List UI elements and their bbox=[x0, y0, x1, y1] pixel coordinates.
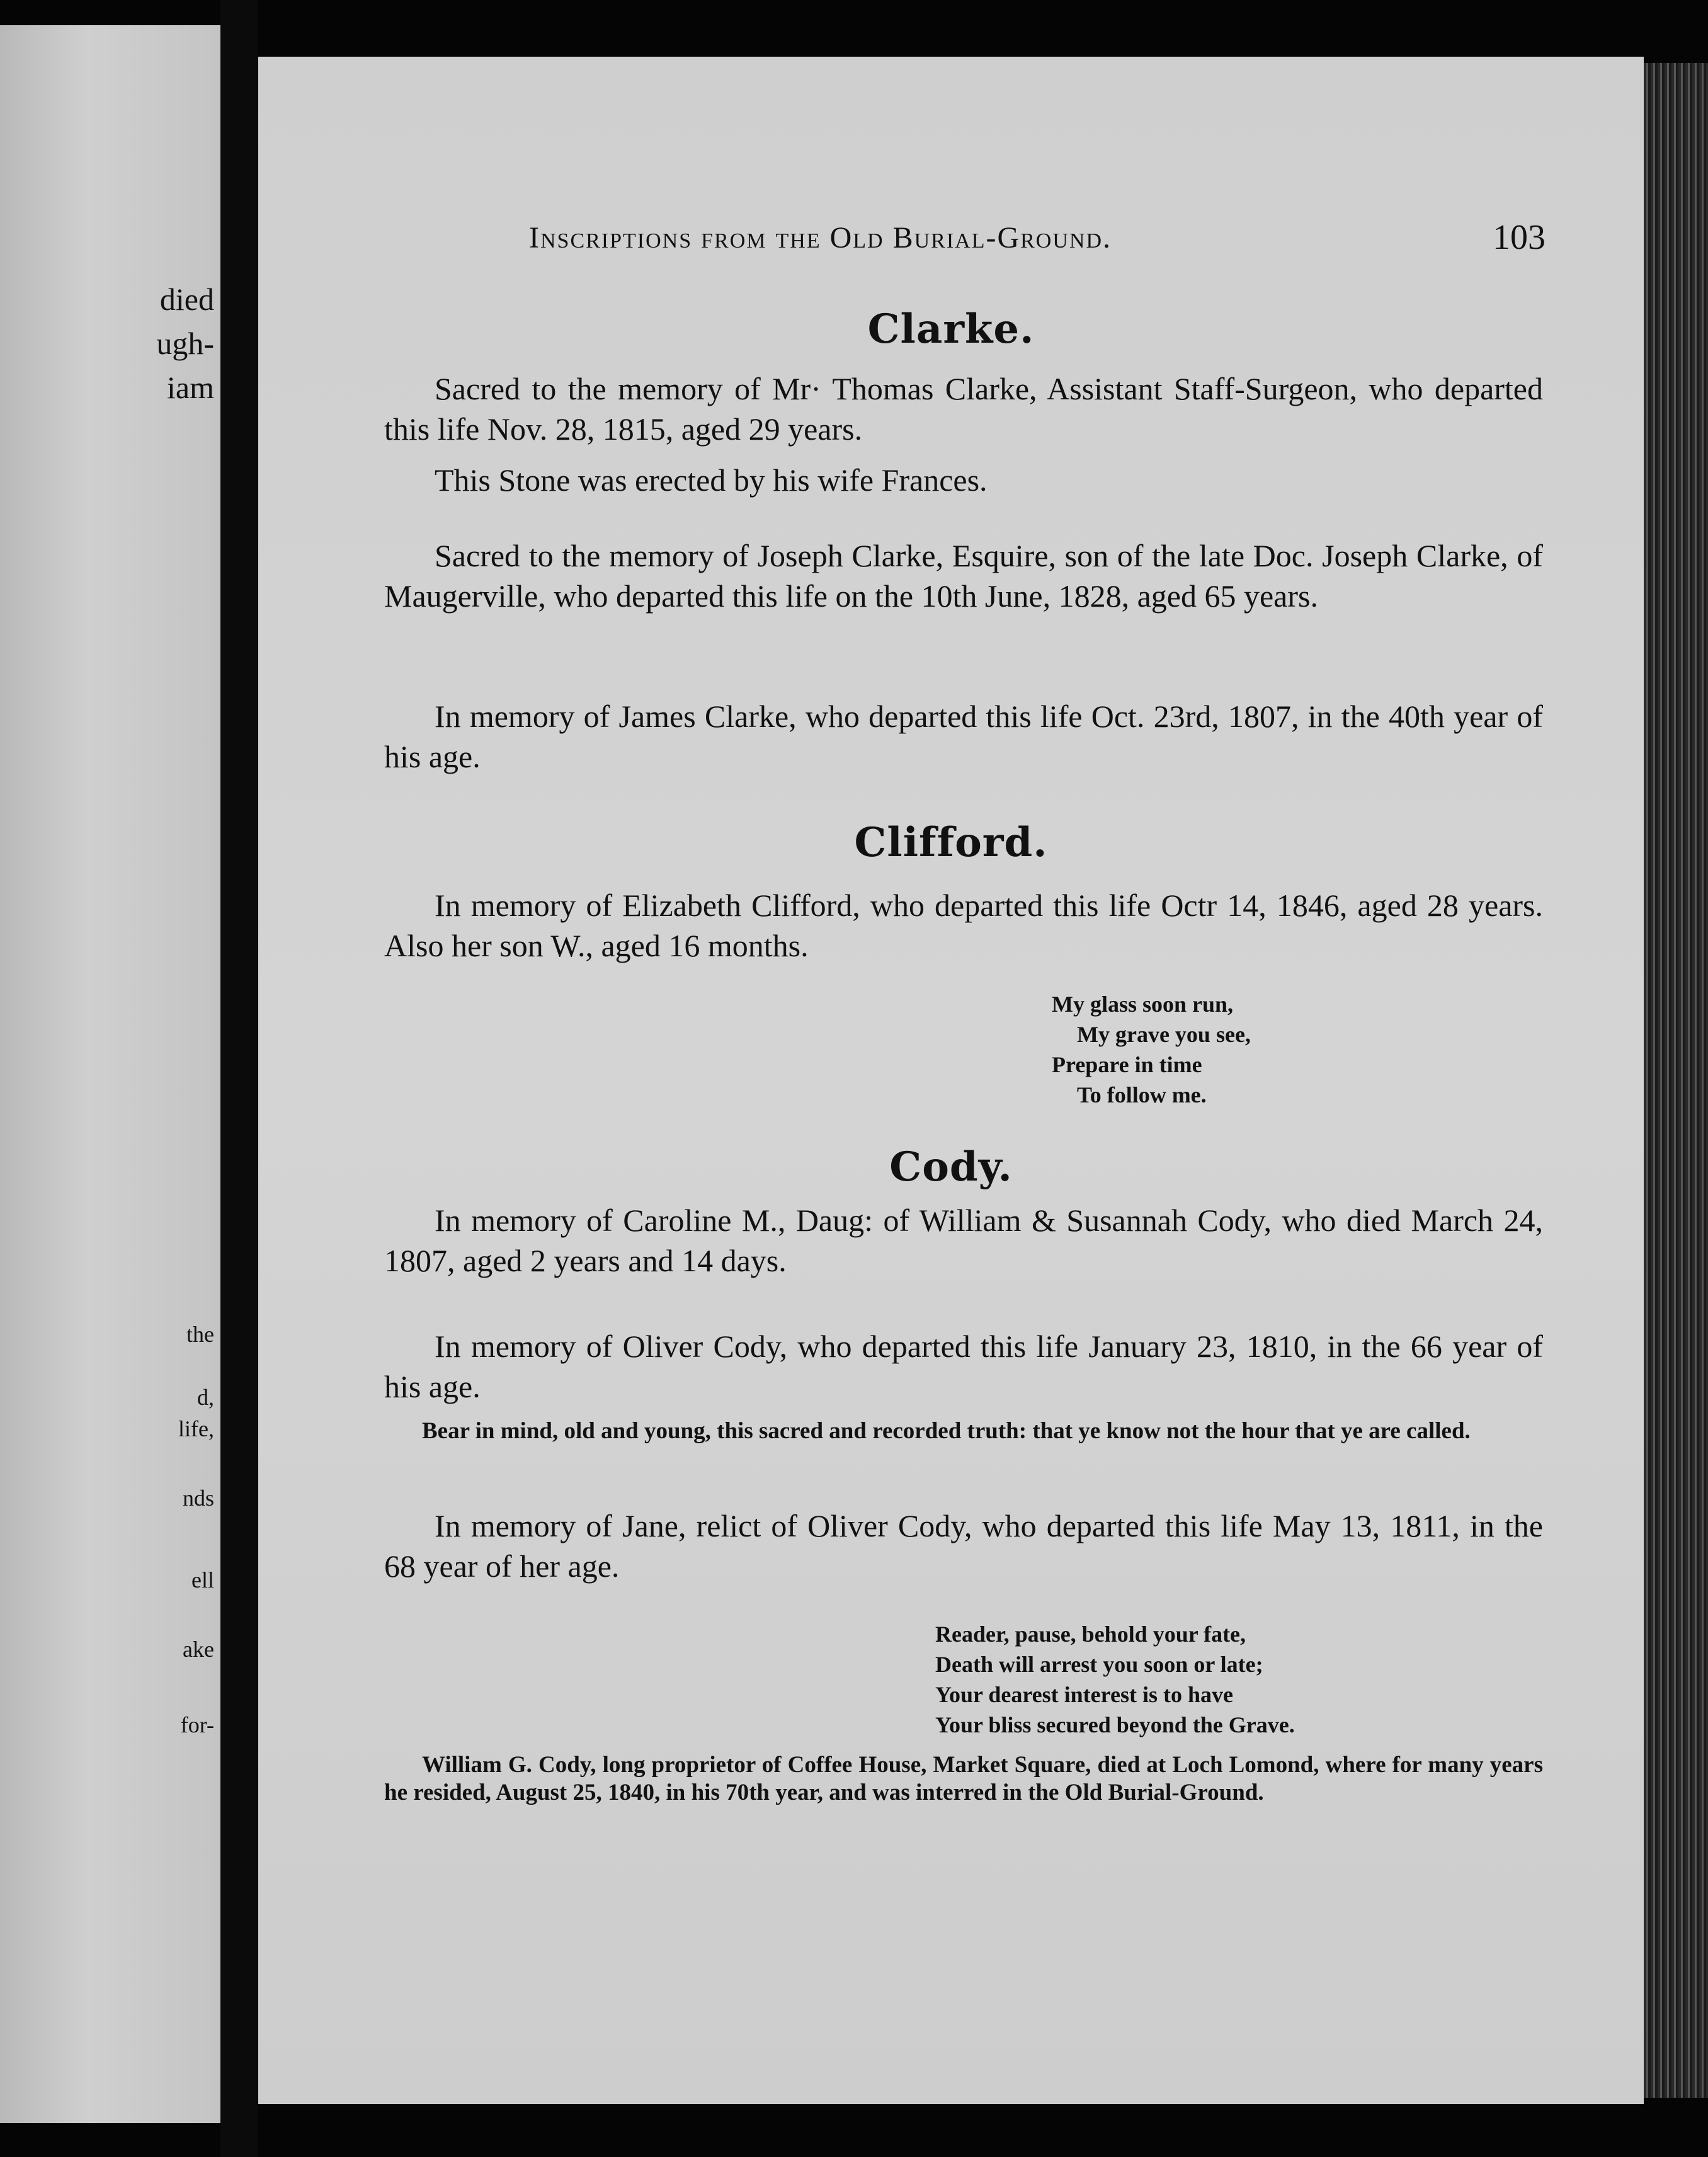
book-gutter bbox=[220, 0, 258, 2157]
section-heading-cody: Cody. bbox=[889, 1143, 1013, 1191]
left-page-text-fragment: d, bbox=[197, 1385, 214, 1410]
inscription-oliver-cody-epitaph: Bear in mind, old and young, this sacred and recorded truth: that ye know not the hour that ye are called. bbox=[422, 1418, 1471, 1444]
note-william-g-cody: William G. Cody, long proprietor of Coffee House, Market Square, died at Loch Lomond, where for many years he resided, August 25, 1840, in his 70th year, and was interred in the Old Burial-Ground. bbox=[384, 1752, 1543, 1805]
verse-line: Reader, pause, behold your fate, bbox=[935, 1622, 1246, 1647]
verse-line: Death will arrest you soon or late; bbox=[935, 1652, 1263, 1677]
inscription-oliver-cody: In memory of Oliver Cody, who departed this life January 23, 1810, in the 66 year of his age. bbox=[384, 1329, 1543, 1404]
inscription-thomas-clarke-note: This Stone was erected by his wife Frances. bbox=[435, 462, 988, 498]
inscription-thomas-clarke: Sacred to the memory of Mr· Thomas Clarke, Assistant Staff-Surgeon, who departed this life Nov. 28, 1815, aged 29 years. bbox=[384, 371, 1543, 447]
verse-line: My glass soon run, bbox=[1052, 992, 1234, 1017]
left-page-text-fragment: iam bbox=[167, 370, 214, 405]
previous-page-fragment bbox=[0, 25, 220, 2123]
verse-line: Prepare in time bbox=[1052, 1052, 1202, 1077]
verse-cody bbox=[935, 1619, 1295, 1740]
page-number: 103 bbox=[1493, 218, 1546, 257]
verse-clifford bbox=[1052, 989, 1251, 1110]
verse-line: Your dearest interest is to have bbox=[935, 1682, 1233, 1707]
left-page-text-fragment: ugh- bbox=[156, 326, 214, 361]
verse-line: My grave you see, bbox=[1077, 1022, 1251, 1047]
left-page-text-fragment: ake bbox=[183, 1637, 214, 1662]
verse-line: To follow me. bbox=[1077, 1082, 1207, 1107]
section-heading-clarke: Clarke. bbox=[867, 306, 1035, 353]
inscription-elizabeth-clifford: In memory of Elizabeth Clifford, who departed this life Octr 14, 1846, aged 28 years. Also her son W., aged 16 months. bbox=[384, 888, 1543, 963]
left-page-text-fragment: nds bbox=[182, 1485, 214, 1511]
verse-line: Your bliss secured beyond the Grave. bbox=[935, 1712, 1295, 1737]
section-heading-clifford: Clifford. bbox=[854, 819, 1048, 866]
inscription-james-clarke: In memory of James Clarke, who departed this life Oct. 23rd, 1807, in the 40th year of his age. bbox=[384, 699, 1543, 774]
left-page-text-fragment: the bbox=[186, 1322, 214, 1347]
inscription-caroline-cody: In memory of Caroline M., Daug: of William & Susannah Cody, who died March 24, 1807, aged 2 years and 14 days. bbox=[384, 1203, 1543, 1278]
left-page-text-fragment: life, bbox=[178, 1416, 214, 1441]
left-page-text-fragment: died bbox=[159, 282, 214, 317]
left-page-text-fragment: ell bbox=[191, 1567, 214, 1593]
page-103 bbox=[258, 57, 1644, 2104]
inscription-jane-cody: In memory of Jane, relict of Oliver Cody, who departed this life May 13, 1811, in the 68 year of her age. bbox=[384, 1508, 1543, 1584]
left-page-text-fragment: for- bbox=[180, 1712, 214, 1737]
inscription-joseph-clarke: Sacred to the memory of Joseph Clarke, Esquire, son of the late Doc. Joseph Clarke, of Maugerville, who departed this life on the 10th June, 1828, aged 65 years. bbox=[384, 538, 1543, 614]
page-stack-edge bbox=[1644, 63, 1708, 2098]
running-head: Inscriptions from the Old Burial-Ground. bbox=[529, 221, 1112, 255]
